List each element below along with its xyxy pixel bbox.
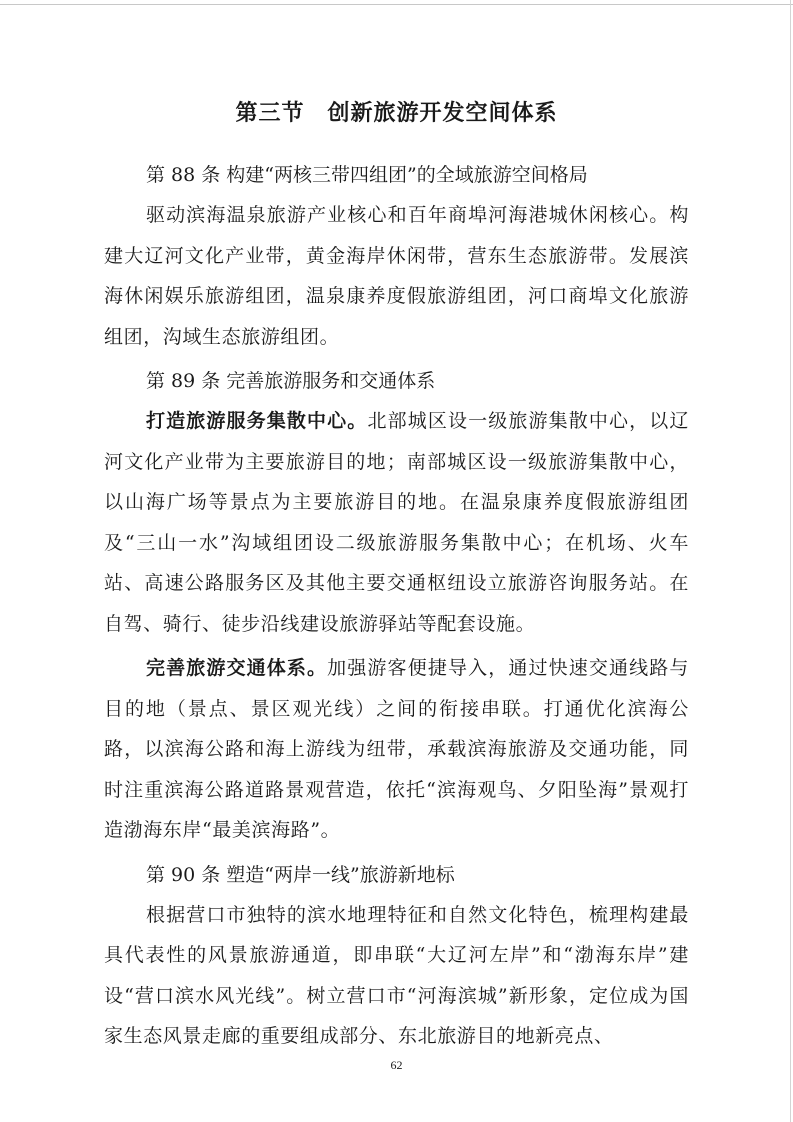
article-89-p1-lead: 打造旅游服务集散中心。 [146, 410, 368, 432]
article-90-body: 根据营口市独特的滨水地理特征和自然文化特色，梳理构建最具代表性的风景旅游通道，即串联“大辽河左岸”和“渤海东岸”建设“营口滨水风光线”。树立营口市“河海滨城”新形象，定位成为国家生态风景走廊的重要组成部分、东北旅游目的地新亮点、 [104, 903, 689, 1047]
right-border-line [790, 0, 791, 1122]
section-title: 第三节 创新旅游开发空间体系 [235, 101, 558, 126]
document-page [104, 96, 689, 1061]
article-89-paragraph-2 [104, 648, 689, 851]
page-number: 62 [390, 1058, 403, 1072]
article-88-title: 第 88 条 构建“两核三带四组团”的全域旅游空间格局 [146, 164, 588, 186]
article-89-p2-lead: 完善旅游交通体系。 [146, 657, 328, 679]
article-88-body: 驱动滨海温泉旅游产业核心和百年商埠河海港城休闲核心。构建大辽河文化产业带，黄金海岸休闲带，营东生态旅游带。发展滨海休闲娱乐旅游组团，温泉康养度假旅游组团，河口商埠文化旅游组团，沟域生态旅游组团。 [104, 204, 689, 348]
article-90-title: 第 90 条 塑造“两岸一线”旅游新地标 [146, 863, 455, 886]
article-89-p2-body: 加强游客便捷导入，通过快速交通线路与目的地（景点、景区观光线）之间的衔接串联。打通优化滨海公路，以滨海公路和海上游线为纽带，承载滨海旅游及交通功能，同时注重滨海公路道路景观营造，依托“滨海观鸟、夕阳坠海”景观打造渤海东岸“最美滨海路”。 [104, 657, 689, 841]
article-89-p1-body: 北部城区设一级旅游集散中心，以辽河文化产业带为主要旅游目的地；南部城区设一级旅游集散中心，以山海广场等景点为主要旅游目的地。在温泉康养度假旅游组团及“三山一水”沟域组团设二级旅游服务集散中心；在机场、火车站、高速公路服务区及其他主要交通枢纽设立旅游咨询服务站。在自驾、骑行、徒步沿线建设旅游驿站等配套设施。 [104, 410, 689, 635]
article-89-paragraph-1 [104, 401, 689, 644]
article-89-title: 第 89 条 完善旅游服务和交通体系 [146, 370, 436, 392]
top-border-line [0, 4, 793, 5]
